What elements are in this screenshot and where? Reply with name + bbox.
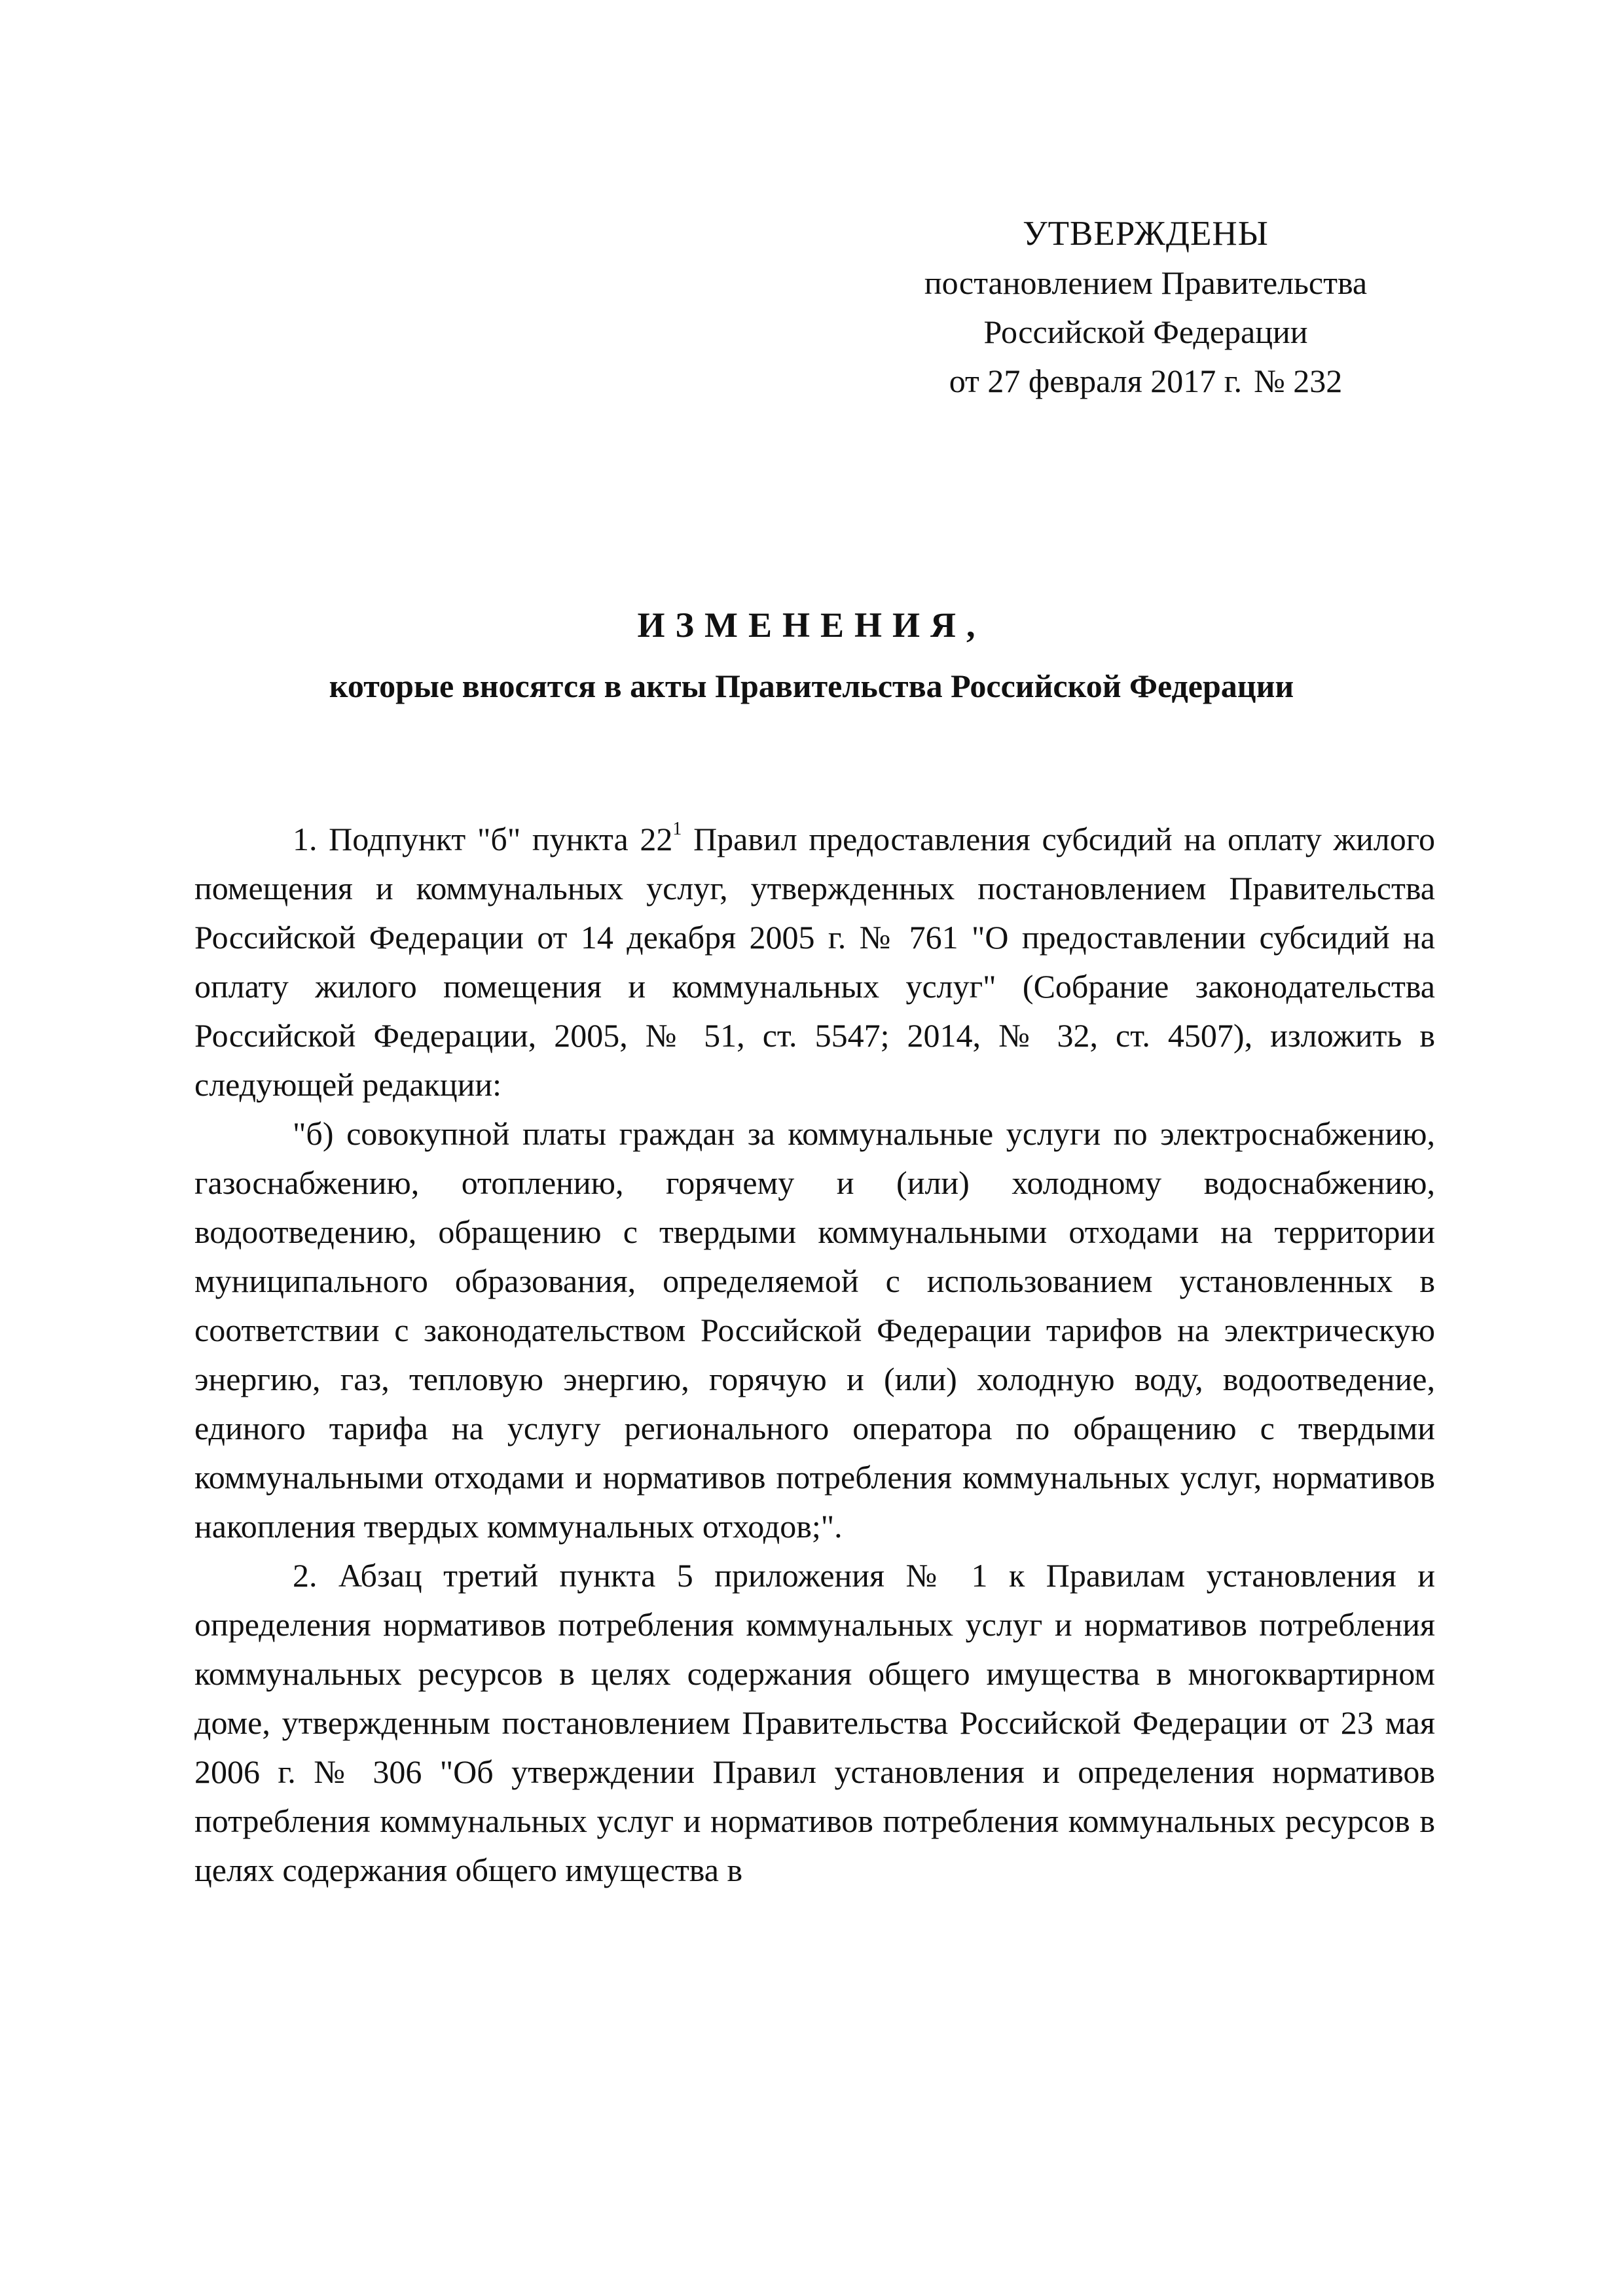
paragraph-1-end: Правил предоставления субсидий на оплату жилого помещения и коммунальных услуг, утвержденных постановлением Правительства Российской Федерации от 14 декабря 2005 г. № 761 "О предоставлении субсидий на оплату жилого помещения и коммунальных услуг" (Собрание законодательства Российской Федерации, 2005, № 51, ст. 5547; 2014, № 32, ст. 4507), изложить в следующей редакции: <box>194 821 1435 1103</box>
paragraph-1 <box>194 815 1435 1109</box>
approval-line-1: постановлением Правительства <box>924 264 1368 301</box>
approval-number: № 232 <box>1254 363 1343 399</box>
paragraph-1-start: 1. Подпункт "б" пункта 22 <box>293 821 673 857</box>
paragraph-3: 2. Абзац третий пункта 5 приложения № 1 к Правилам установления и определения нормативов потребления коммунальных услуг и нормативов потребления коммунальных ресурсов в целях содержания общего имущества в многоквартирном доме, утвержденным постановлением Правительства Российской Федерации от 23 мая 2006 г. № 306 "Об утверждении Правил установления и определения нормативов потребления коммунальных услуг и нормативов потребления коммунальных ресурсов в целях содержания общего имущества в <box>194 1557 1435 1888</box>
approval-date: от 27 февраля 2017 г. <box>949 363 1243 399</box>
approval-line-2: Российской Федерации <box>983 314 1308 350</box>
document-subtitle: которые вносятся в акты Правительства Российской Федерации <box>329 668 1294 704</box>
approval-heading: УТВЕРЖДЕНЫ <box>1023 215 1269 253</box>
document-title: ИЗМЕНЕНИЯ, <box>637 605 986 645</box>
document-body <box>194 815 1435 1895</box>
approval-block <box>851 209 1440 406</box>
paragraph-2: "б) совокупной платы граждан за коммунальные услуги по электроснабжению, газоснабжению, отоплению, горячему и (или) холодному водоснабжению, водоотведению, обращению с твердыми коммунальными отходами на территории муниципального образования, определяемой с использованием установленных в соответствии с законодательством Российской Федерации тарифов на электрическую энергию, газ, тепловую энергию, горячую и (или) холодную воду, водоотведение, единого тарифа на услугу регионального оператора по обращению с твердыми коммунальными отходами и нормативов потребления коммунальных услуг, нормативов накопления твердых коммунальных отходов;". <box>194 1115 1435 1545</box>
paragraph-1-superscript: 1 <box>672 819 682 840</box>
approval-date-line <box>851 357 1440 406</box>
